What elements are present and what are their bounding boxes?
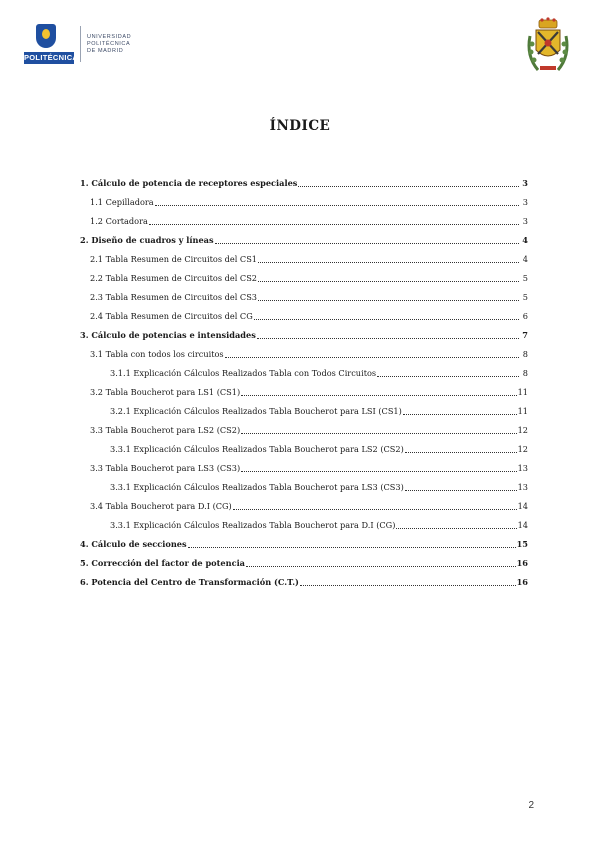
toc-entry[interactable] bbox=[80, 246, 528, 265]
toc-entry-text: 3. Cálculo de potencias e intensidades bbox=[80, 330, 256, 340]
toc-entry-text: 3.3 Tabla Boucherot para LS2 (CS2) bbox=[90, 425, 241, 435]
toc-leader bbox=[241, 432, 516, 434]
toc-leader bbox=[258, 280, 519, 282]
toc-entry-page: 3 bbox=[522, 216, 528, 226]
toc-leader bbox=[405, 451, 517, 453]
toc-entry-text: 2. Diseño de cuadros y líneas bbox=[80, 235, 214, 245]
toc-entry[interactable] bbox=[80, 417, 528, 436]
toc-leader bbox=[225, 356, 519, 358]
toc-entry-text: 2.2 Tabla Resumen de Circuitos del CS2 bbox=[90, 273, 258, 283]
toc-entry-page: 5 bbox=[522, 273, 528, 283]
toc-entry-page: 8 bbox=[522, 349, 528, 359]
toc-entry-page: 4 bbox=[522, 235, 528, 245]
toc-leader bbox=[188, 546, 516, 548]
toc-entry[interactable] bbox=[80, 322, 528, 341]
toc-entry[interactable] bbox=[80, 189, 528, 208]
toc-entry-page: 3 bbox=[522, 197, 528, 207]
toc-leader bbox=[377, 375, 519, 377]
toc-entry-text: 3.3.1 Explicación Cálculos Realizados Tabla Boucherot para LS3 (CS3) bbox=[110, 482, 404, 492]
toc-entry-page: 11 bbox=[517, 406, 528, 416]
toc-entry-text: 5. Corrección del factor de potencia bbox=[80, 558, 245, 568]
toc-entry[interactable] bbox=[80, 284, 528, 303]
institution-name bbox=[87, 34, 131, 55]
toc-entry[interactable] bbox=[80, 455, 528, 474]
toc-entry-page: 16 bbox=[516, 558, 528, 568]
toc-entry-page: 14 bbox=[517, 501, 528, 511]
toc-entry[interactable] bbox=[80, 341, 528, 360]
toc-entry-page: 12 bbox=[517, 425, 528, 435]
toc-entry-text: 3.4 Tabla Boucherot para D.I (CG) bbox=[90, 501, 232, 511]
toc-entry-text: 2.3 Tabla Resumen de Circuitos del CS3 bbox=[90, 292, 258, 302]
toc-entry-page: 7 bbox=[522, 330, 528, 340]
toc-entry-page: 16 bbox=[516, 577, 528, 587]
toc-entry-page: 13 bbox=[517, 482, 528, 492]
toc-entry[interactable] bbox=[80, 474, 528, 493]
toc-leader bbox=[258, 299, 519, 301]
toc-entry[interactable] bbox=[80, 265, 528, 284]
toc-entry-text: 3.2 Tabla Boucherot para LS1 (CS1) bbox=[90, 387, 241, 397]
brand-text: POLITÉCNICA bbox=[24, 53, 79, 62]
toc-leader bbox=[405, 489, 517, 491]
toc-entry[interactable] bbox=[80, 493, 528, 512]
toc-entry-text: 1.1 Cepilladora bbox=[90, 197, 154, 207]
toc-leader bbox=[233, 508, 517, 510]
toc-entry[interactable] bbox=[80, 303, 528, 322]
institution-line: POLITÉCNICA bbox=[87, 40, 131, 47]
toc-entry-page: 12 bbox=[517, 444, 528, 454]
institution-line: DE MADRID bbox=[87, 47, 124, 54]
toc-entry-text: 3.3.1 Explicación Cálculos Realizados Tabla Boucherot para D.I (CG) bbox=[110, 520, 396, 530]
toc-entry-text: 3.1.1 Explicación Cálculos Realizados Tabla con Todos Circuitos bbox=[110, 368, 377, 378]
toc-entry-page: 11 bbox=[517, 387, 528, 397]
toc-leader bbox=[298, 185, 519, 187]
toc-entry[interactable] bbox=[80, 398, 528, 417]
toc-entry[interactable] bbox=[80, 208, 528, 227]
school-crest-icon bbox=[524, 16, 572, 76]
toc-entry[interactable] bbox=[80, 550, 528, 569]
toc-entry-text: 2.4 Tabla Resumen de Circuitos del CG bbox=[90, 311, 253, 321]
toc-leader bbox=[241, 394, 516, 396]
toc-entry-page: 8 bbox=[522, 368, 528, 378]
toc-entry[interactable] bbox=[80, 512, 528, 531]
toc-entry[interactable] bbox=[80, 436, 528, 455]
toc-leader bbox=[215, 242, 519, 244]
toc-entry-page: 4 bbox=[522, 254, 528, 264]
toc-entry-text: 4. Cálculo de secciones bbox=[80, 539, 187, 549]
toc-leader bbox=[257, 337, 519, 339]
table-of-contents bbox=[80, 170, 528, 588]
toc-entry[interactable] bbox=[80, 227, 528, 246]
toc-leader bbox=[258, 261, 519, 263]
toc-leader bbox=[403, 413, 517, 415]
institution-line: UNIVERSIDAD bbox=[87, 33, 132, 40]
university-crest-icon bbox=[24, 22, 79, 66]
toc-leader bbox=[300, 584, 516, 586]
toc-leader bbox=[155, 204, 519, 206]
university-logo bbox=[24, 22, 131, 66]
toc-title: ÍNDICE bbox=[269, 118, 331, 134]
toc-entry-page: 15 bbox=[516, 539, 528, 549]
toc-leader bbox=[396, 527, 516, 529]
toc-entry[interactable] bbox=[80, 379, 528, 398]
toc-leader bbox=[149, 223, 519, 225]
toc-entry[interactable] bbox=[80, 531, 528, 550]
toc-entry-text: 3.3.1 Explicación Cálculos Realizados Tabla Boucherot para LS2 (CS2) bbox=[110, 444, 404, 454]
toc-entry-text: 2.1 Tabla Resumen de Circuitos del CS1 bbox=[90, 254, 258, 264]
logo-divider bbox=[80, 26, 81, 62]
toc-entry-page: 5 bbox=[522, 292, 528, 302]
toc-entry[interactable] bbox=[80, 569, 528, 588]
toc-entry-text: 6. Potencia del Centro de Transformación (C.T.) bbox=[80, 577, 299, 587]
toc-leader bbox=[241, 470, 516, 472]
toc-entry-page: 13 bbox=[517, 463, 528, 473]
toc-entry-page: 6 bbox=[522, 311, 528, 321]
toc-entry-text: 3.3 Tabla Boucherot para LS3 (CS3) bbox=[90, 463, 241, 473]
toc-entry-page: 3 bbox=[522, 178, 528, 188]
toc-entry[interactable] bbox=[80, 360, 528, 379]
toc-leader bbox=[246, 565, 516, 567]
toc-entry-text: 1.2 Cortadora bbox=[90, 216, 148, 226]
toc-entry[interactable] bbox=[80, 170, 528, 189]
toc-entry-text: 3.2.1 Explicación Cálculos Realizados Tabla Boucherot para LSI (CS1) bbox=[110, 406, 402, 416]
page-number: 2 bbox=[528, 800, 534, 811]
toc-entry-text: 3.1 Tabla con todos los circuitos bbox=[90, 349, 224, 359]
toc-entry-text: 1. Cálculo de potencia de receptores especiales bbox=[80, 178, 298, 188]
toc-leader bbox=[254, 318, 519, 320]
toc-entry-page: 14 bbox=[517, 520, 528, 530]
